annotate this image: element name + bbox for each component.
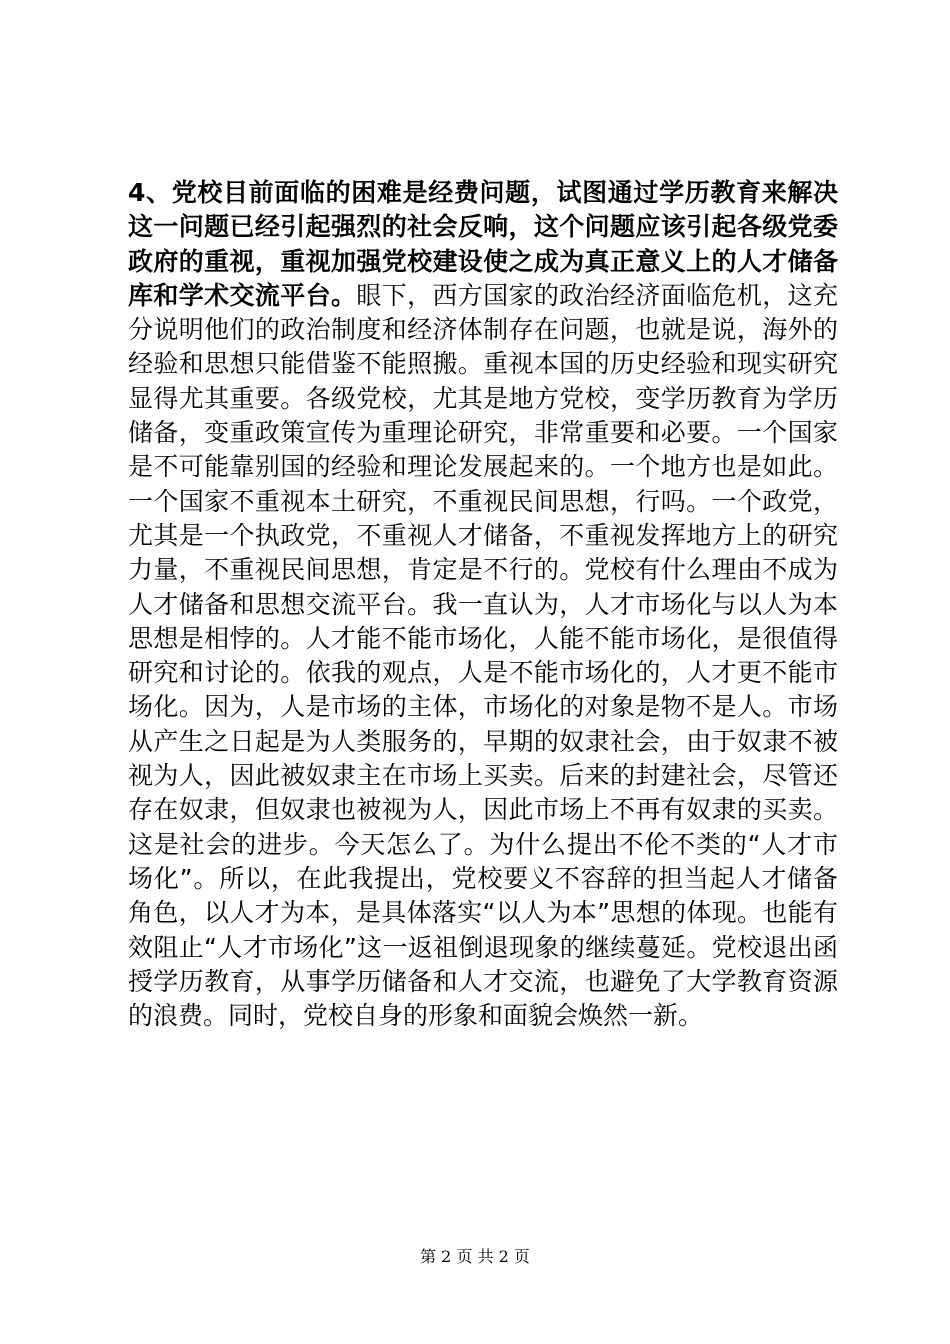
page-footer: 第 2 页 共 2 页 [420, 1247, 530, 1266]
body-paragraph [128, 176, 838, 1033]
paragraph-bold-text: 4、党校目前面临的困难是经费问题，试图通过学历教育来解决这一问题已经引起强烈的社会反响，这个问题应该引起各级党委政府的重视，重视加强党校建设使之成为真正意义上的人才储备库和学术交流平台。 [128, 178, 838, 310]
paragraph-regular-text: 眼下，西方国家的政治经济面临危机，这充分说明他们的政治制度和经济体制存在问题，也就是说，海外的经验和思想只能借鉴不能照搬。重视本国的历史经验和现实研究显得尤其重要。各级党校，尤其是地方党校，变学历教育为学历储备，变重政策宣传为重理论研究，非常重要和必要。一个国家是不可能靠别国的经验和理论发展起来的。一个地方也是如此。一个国家不重视本土研究，不重视民间思想，行吗。一个政党，尤其是一个执政党，不重视人才储备，不重视发挥地方上的研究力量，不重视民间思想，肯定是不行的。党校有什么理由不成为人才储备和思想交流平台。我一直认为，人才市场化与以人为本思想是相悖的。人才能不能市场化，人能不能市场化，是很值得研究和讨论的。依我的观点，人是不能市场化的，人才更不能市场化。因为，人是市场的主体，市场化的对象是物不是人。市场从产生之日起是为人类服务的，早期的奴隶社会，由于奴隶不被视为人，因此被奴隶主在市场上买卖。后来的封建社会，尽管还存在奴隶，但奴隶也被视为人，因此市场上不再有奴隶的买卖。这是社会的进步。今天怎么了。为什么提出不伦不类的“人才市场化”。所以，在此我提出，党校要义不容辞的担当起人才储备角色，以人才为本，是具体落实“以人为本”思想的体现。也能有效阻止“人才市场化”这一返祖倒退现象的继续蔓延。党校退出函授学历教育，从事学历储备和人才交流，也避免了大学教育资源的浪费。同时，党校自身的形象和面貌会焕然一新。 [128, 280, 838, 1031]
